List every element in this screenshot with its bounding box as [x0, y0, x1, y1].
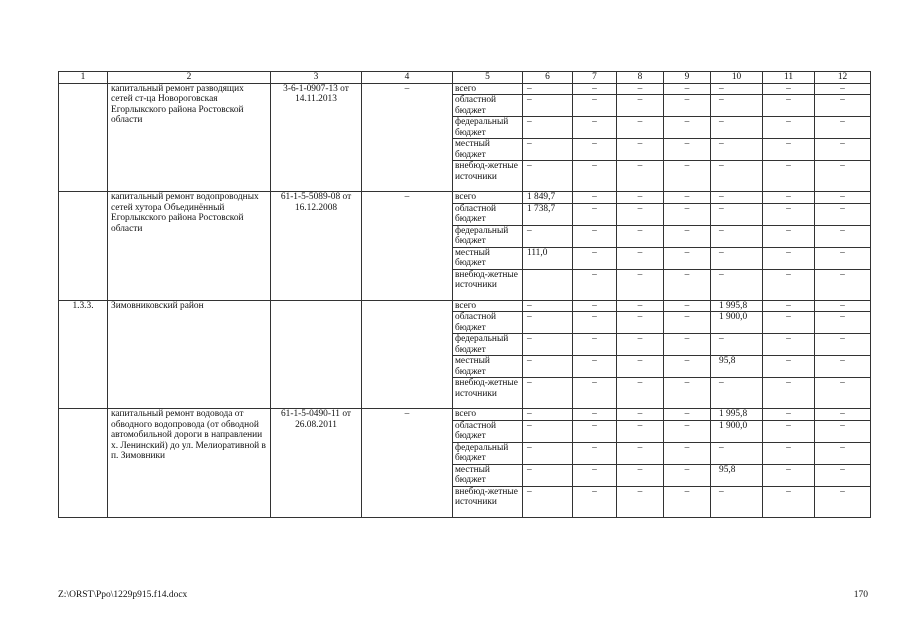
value-cell: –: [711, 247, 763, 269]
funding-source: местный бюджет: [453, 139, 523, 161]
funding-source: всего: [453, 192, 523, 204]
value-cell: –: [573, 420, 617, 442]
value-cell: –: [763, 378, 815, 409]
value-cell: –: [523, 420, 573, 442]
value-cell: –: [711, 192, 763, 204]
value-cell: –: [573, 486, 617, 517]
value-cell: –: [573, 117, 617, 139]
table-row: [59, 409, 871, 421]
value-cell: –: [815, 247, 871, 269]
value-cell: –: [523, 139, 573, 161]
value-cell: –: [664, 117, 711, 139]
value-cell: –: [711, 95, 763, 117]
value-cell: –: [763, 312, 815, 334]
value-cell: –: [763, 464, 815, 486]
value-cell: –: [573, 409, 617, 421]
funding-source: местный бюджет: [453, 356, 523, 378]
value-cell: 111,0: [523, 247, 573, 269]
value-cell: –: [763, 117, 815, 139]
value-cell: –: [617, 269, 664, 300]
value-cell: –: [815, 334, 871, 356]
value-cell: –: [617, 300, 664, 312]
value-cell: –: [617, 192, 664, 204]
value-cell: 95,8: [711, 356, 763, 378]
col4-value: –: [362, 192, 453, 301]
value-cell: –: [617, 225, 664, 247]
value-cell: –: [815, 139, 871, 161]
value-cell: –: [815, 225, 871, 247]
funding-source: внебюд-жетные источники: [453, 378, 523, 409]
value-cell: –: [523, 83, 573, 95]
value-cell: –: [523, 300, 573, 312]
document-ref: 61-1-5-5089-08 от 16.12.2008: [271, 192, 362, 301]
value-cell: –: [573, 334, 617, 356]
value-cell: –: [573, 378, 617, 409]
funding-source: всего: [453, 300, 523, 312]
value-cell: [523, 269, 573, 300]
col4-value: [362, 300, 453, 409]
value-cell: –: [711, 378, 763, 409]
col-header: 3: [271, 72, 362, 84]
value-cell: 1 995,8: [711, 409, 763, 421]
value-cell: –: [664, 225, 711, 247]
column-number-row: [59, 72, 871, 84]
value-cell: –: [664, 420, 711, 442]
value-cell: –: [573, 312, 617, 334]
value-cell: 1 738,7: [523, 203, 573, 225]
value-cell: –: [763, 300, 815, 312]
col-header: 5: [453, 72, 523, 84]
col-header: 10: [711, 72, 763, 84]
col4-value: –: [362, 83, 453, 192]
value-cell: –: [664, 334, 711, 356]
value-cell: –: [763, 225, 815, 247]
value-cell: –: [617, 117, 664, 139]
value-cell: –: [664, 300, 711, 312]
value-cell: –: [815, 464, 871, 486]
value-cell: –: [815, 420, 871, 442]
value-cell: –: [763, 247, 815, 269]
funding-source: областной бюджет: [453, 203, 523, 225]
value-cell: –: [573, 161, 617, 192]
funding-source: федеральный бюджет: [453, 117, 523, 139]
object-name: Зимовниковский район: [108, 300, 271, 409]
value-cell: –: [523, 442, 573, 464]
value-cell: –: [711, 334, 763, 356]
value-cell: –: [763, 83, 815, 95]
funding-source: областной бюджет: [453, 420, 523, 442]
funding-source: местный бюджет: [453, 247, 523, 269]
value-cell: –: [664, 356, 711, 378]
col-header: 8: [617, 72, 664, 84]
value-cell: –: [523, 378, 573, 409]
funding-source: местный бюджет: [453, 464, 523, 486]
col4-value: –: [362, 409, 453, 518]
value-cell: –: [573, 300, 617, 312]
page-number: 170: [853, 590, 868, 600]
col-header: 11: [763, 72, 815, 84]
value-cell: –: [711, 442, 763, 464]
value-cell: –: [617, 486, 664, 517]
budget-table: [58, 71, 871, 518]
value-cell: –: [523, 117, 573, 139]
col-header: 7: [573, 72, 617, 84]
value-cell: –: [617, 203, 664, 225]
value-cell: –: [815, 486, 871, 517]
value-cell: –: [711, 269, 763, 300]
value-cell: –: [815, 409, 871, 421]
value-cell: 1 849,7: [523, 192, 573, 204]
value-cell: –: [573, 225, 617, 247]
funding-source: внебюд-жетные источники: [453, 486, 523, 517]
value-cell: –: [711, 117, 763, 139]
table-row: [59, 192, 871, 204]
value-cell: –: [664, 486, 711, 517]
value-cell: –: [664, 312, 711, 334]
value-cell: –: [664, 203, 711, 225]
funding-source: областной бюджет: [453, 312, 523, 334]
value-cell: –: [711, 139, 763, 161]
value-cell: –: [664, 464, 711, 486]
document-ref: [271, 300, 362, 409]
value-cell: 95,8: [711, 464, 763, 486]
object-name: капитальный ремонт водовода от обводного водопровода (от обводной автомобильной дороги в направлении х. Ленинский) до ул. Мелиоративной в п. Зимовники: [108, 409, 271, 518]
funding-source: федеральный бюджет: [453, 225, 523, 247]
value-cell: –: [523, 161, 573, 192]
value-cell: –: [523, 225, 573, 247]
funding-source: федеральный бюджет: [453, 442, 523, 464]
value-cell: –: [664, 192, 711, 204]
value-cell: –: [815, 95, 871, 117]
col-header: 1: [59, 72, 108, 84]
value-cell: –: [617, 161, 664, 192]
table-body: [59, 72, 871, 518]
value-cell: –: [815, 83, 871, 95]
value-cell: –: [573, 356, 617, 378]
value-cell: –: [523, 486, 573, 517]
table-row: [59, 300, 871, 312]
value-cell: –: [711, 161, 763, 192]
value-cell: –: [815, 442, 871, 464]
funding-source: областной бюджет: [453, 95, 523, 117]
row-number: 1.3.3.: [59, 300, 108, 409]
value-cell: –: [763, 356, 815, 378]
col-header: 6: [523, 72, 573, 84]
value-cell: –: [664, 139, 711, 161]
value-cell: –: [573, 83, 617, 95]
value-cell: –: [617, 334, 664, 356]
funding-source: всего: [453, 409, 523, 421]
value-cell: –: [573, 247, 617, 269]
value-cell: –: [664, 409, 711, 421]
value-cell: –: [573, 95, 617, 117]
value-cell: –: [573, 192, 617, 204]
object-name: капитальный ремонт водопроводных сетей хутора Объединённый Егорлыкского района Ростовской области: [108, 192, 271, 301]
value-cell: –: [815, 356, 871, 378]
value-cell: –: [763, 95, 815, 117]
value-cell: –: [664, 83, 711, 95]
value-cell: –: [617, 464, 664, 486]
value-cell: –: [763, 203, 815, 225]
value-cell: –: [664, 442, 711, 464]
value-cell: –: [763, 442, 815, 464]
row-number: [59, 409, 108, 518]
value-cell: –: [815, 192, 871, 204]
row-number: [59, 192, 108, 301]
document-ref: 3-6-1-0907-13 от 14.11.2013: [271, 83, 362, 192]
value-cell: –: [523, 312, 573, 334]
value-cell: –: [815, 269, 871, 300]
value-cell: –: [763, 161, 815, 192]
row-number: [59, 83, 108, 192]
value-cell: –: [573, 442, 617, 464]
value-cell: –: [763, 269, 815, 300]
value-cell: –: [523, 409, 573, 421]
table-row: [59, 83, 871, 95]
value-cell: –: [523, 464, 573, 486]
value-cell: –: [815, 312, 871, 334]
value-cell: –: [617, 378, 664, 409]
value-cell: –: [815, 161, 871, 192]
value-cell: –: [617, 312, 664, 334]
value-cell: –: [763, 139, 815, 161]
file-path: Z:\ORST\Ppo\1229p915.f14.docx: [58, 590, 188, 600]
funding-source: внебюд-жетные источники: [453, 161, 523, 192]
value-cell: –: [573, 464, 617, 486]
funding-source: внебюд-жетные источники: [453, 269, 523, 300]
value-cell: –: [711, 225, 763, 247]
document-ref: 61-1-5-0490-11 от 26.08.2011: [271, 409, 362, 518]
col-header: 4: [362, 72, 453, 84]
value-cell: 1 900,0: [711, 420, 763, 442]
value-cell: –: [815, 300, 871, 312]
col-header: 12: [815, 72, 871, 84]
value-cell: 1 900,0: [711, 312, 763, 334]
value-cell: –: [763, 192, 815, 204]
value-cell: –: [711, 486, 763, 517]
value-cell: –: [815, 378, 871, 409]
col-header: 9: [664, 72, 711, 84]
value-cell: –: [815, 203, 871, 225]
value-cell: –: [617, 420, 664, 442]
value-cell: –: [763, 409, 815, 421]
value-cell: –: [617, 139, 664, 161]
funding-source: федеральный бюджет: [453, 334, 523, 356]
value-cell: –: [617, 83, 664, 95]
value-cell: –: [664, 95, 711, 117]
value-cell: –: [617, 95, 664, 117]
object-name: капитальный ремонт разводящих сетей ст-ца Новороговская Егорлыкского района Ростовской области: [108, 83, 271, 192]
value-cell: –: [664, 378, 711, 409]
value-cell: –: [617, 356, 664, 378]
value-cell: –: [763, 420, 815, 442]
value-cell: –: [617, 442, 664, 464]
value-cell: –: [711, 203, 763, 225]
value-cell: –: [573, 139, 617, 161]
value-cell: –: [523, 356, 573, 378]
value-cell: –: [815, 117, 871, 139]
funding-source: всего: [453, 83, 523, 95]
col-header: 2: [108, 72, 271, 84]
value-cell: –: [664, 247, 711, 269]
value-cell: –: [523, 334, 573, 356]
value-cell: –: [617, 247, 664, 269]
value-cell: –: [664, 269, 711, 300]
value-cell: –: [711, 83, 763, 95]
value-cell: –: [617, 409, 664, 421]
value-cell: –: [523, 95, 573, 117]
value-cell: –: [573, 269, 617, 300]
value-cell: –: [573, 203, 617, 225]
value-cell: –: [664, 161, 711, 192]
value-cell: –: [763, 486, 815, 517]
value-cell: 1 995,8: [711, 300, 763, 312]
value-cell: –: [763, 334, 815, 356]
